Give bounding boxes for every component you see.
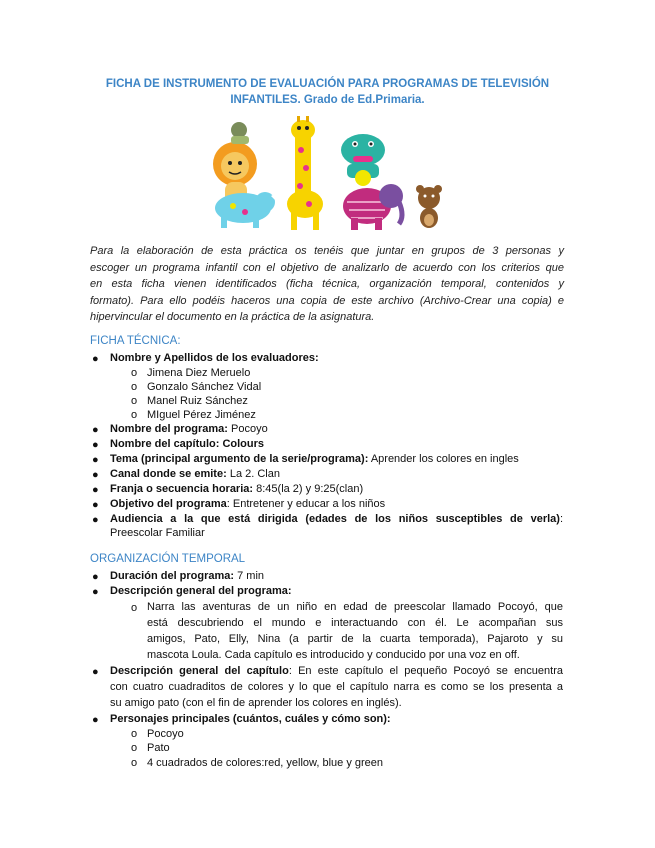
bullet-dot: ● (92, 469, 99, 481)
bullet-dot: ● (92, 571, 99, 583)
sub-bullet: o (131, 602, 138, 614)
programa-value: Pocoyo (227, 423, 268, 435)
bullet-dot: ● (92, 666, 99, 678)
sub-bullet: o (131, 728, 138, 740)
capitulo-label: Nombre del capítulo: Colours (110, 438, 265, 450)
intro-line: escoger un programa infantil con el objetivo de analizarlo de acuerdo con los criterios que (90, 261, 564, 274)
objetivo-item (110, 497, 385, 512)
evaluador-name: Manel Ruiz Sánchez (147, 395, 248, 407)
objetivo-label: Objetivo del programa (110, 498, 227, 510)
bullet-dot: ● (92, 424, 99, 436)
personaje-item: Pato (147, 742, 170, 754)
sub-bullet: o (131, 742, 138, 754)
intro-line: formato). Para ello podéis haceros una copia de este archivo (Archivo-Crear una copia) e (90, 294, 564, 307)
personaje-item: 4 cuadrados de colores:red, yellow, blue y green (147, 757, 384, 769)
bullet-dot: ● (92, 439, 99, 451)
intro-line: en esta ficha vienen identificados (ficha técnica, organización temporal, contenidos y (90, 278, 564, 291)
tema-item (110, 452, 519, 467)
bullet-dot: ● (92, 454, 99, 466)
sub-bullet: o (131, 381, 138, 393)
ficha-tecnica-heading: FICHA TÉCNICA: (90, 335, 181, 347)
evaluador-name: Jimena Diez Meruelo (147, 367, 251, 379)
desc-capitulo-line: con cuatro cuadraditos de colores y lo que el capítulo narra es como se los presenta a (110, 681, 563, 693)
rhino-illustration (215, 190, 281, 228)
bear-illustration (416, 185, 442, 228)
sub-bullet: o (131, 757, 138, 769)
desc-capitulo-first: : En este capítulo el pequeño Pocoyó se encuentra (288, 665, 563, 677)
desc-programa-line: está descubriendo el mundo e interactuando con él. Le acompañan sus (147, 617, 563, 629)
desc-programa-line: Narra las aventuras de un niño en edad de preescolar llamado Pocoyó, que (147, 601, 563, 613)
bullet-dot: ● (92, 514, 99, 526)
evaluadores-label: Nombre y Apellidos de los evaluadores: (110, 352, 319, 364)
bullet-dot: ● (92, 353, 99, 365)
animals-illustration (205, 116, 455, 232)
programa-label: Nombre del programa: (110, 423, 228, 435)
sub-bullet: o (131, 367, 138, 379)
evaluadores-item (110, 351, 319, 366)
programa-item (110, 422, 268, 437)
bullet-dot: ● (92, 499, 99, 511)
franja-value: 8:45(la 2) y 9:25(clan) (253, 483, 364, 495)
franja-item (110, 482, 363, 497)
personaje-item: Pocoyo (147, 728, 184, 740)
title-line-1: FICHA DE INSTRUMENTO DE EVALUACIÓN PARA PROGRAMAS DE TELEVISIÓN (105, 78, 550, 90)
bullet-dot: ● (92, 714, 99, 726)
intro-line: Para la elaboración de esta práctica os tenéis que juntar en grupos de 3 personas y (90, 245, 564, 257)
organizacion-heading: ORGANIZACIÓN TEMPORAL (90, 553, 246, 565)
audiencia-colon: : (559, 513, 563, 525)
tema-value: Aprender los colores en ingles (368, 453, 519, 465)
desc-programa-label: Descripción general del programa: (110, 585, 292, 597)
bullet-dot: ● (92, 484, 99, 496)
desc-capitulo-line: su amigo pato (con el fin de aprender los colores en inglés). (110, 697, 402, 709)
personajes-label: Personajes principales (cuántos, cuáles y cómo son): (110, 713, 391, 725)
evaluador-name: MIguel Pérez Jiménez (147, 409, 256, 421)
intro-paragraph (90, 243, 564, 326)
evaluador-name: Gonzalo Sánchez Vidal (147, 381, 262, 393)
desc-programa-item (110, 584, 292, 599)
tema-label: Tema (principal argumento de la serie/programa): (110, 453, 369, 465)
giraffe-illustration (287, 116, 323, 230)
bullet-dot: ● (92, 586, 99, 598)
personajes-item (110, 712, 391, 727)
title-line-2: INFANTILES. Grado de Ed.Primaria. (230, 94, 425, 106)
canal-item (110, 467, 280, 482)
duracion-value: 7 min (234, 570, 265, 582)
desc-capitulo-label: Descripción general del capítulo (110, 665, 289, 677)
desc-capitulo-item (110, 664, 563, 679)
elephant-illustration (343, 184, 403, 230)
intro-line: hipervincular el documento en la práctica de la asignatura. (90, 311, 375, 324)
duracion-label: Duración del programa: (110, 570, 235, 582)
audiencia-value: Preescolar Familiar (110, 527, 205, 539)
audiencia-label: Audiencia a la que está dirigida (edades de los niños susceptibles de verla) (110, 513, 560, 525)
audiencia-item (110, 512, 563, 527)
canal-value: La 2. Clan (226, 468, 280, 480)
sub-bullet: o (131, 409, 138, 421)
canal-label: Canal donde se emite: (110, 468, 227, 480)
desc-programa-line: amigos, Pato, Elly, Nina (a partir de la cuarta temporada), Pajaroto y su (147, 633, 563, 645)
document-title (60, 76, 595, 108)
duracion-item (110, 569, 264, 584)
desc-programa-line: mascota Loula. Cada capítulo es introducido y conducido por una voz en off. (147, 649, 520, 661)
capitulo-item (110, 437, 264, 452)
hippo-illustration (341, 134, 385, 186)
sub-bullet: o (131, 395, 138, 407)
objetivo-value: : Entretener y educar a los niños (226, 498, 386, 510)
franja-label: Franja o secuencia horaria: (110, 483, 254, 495)
